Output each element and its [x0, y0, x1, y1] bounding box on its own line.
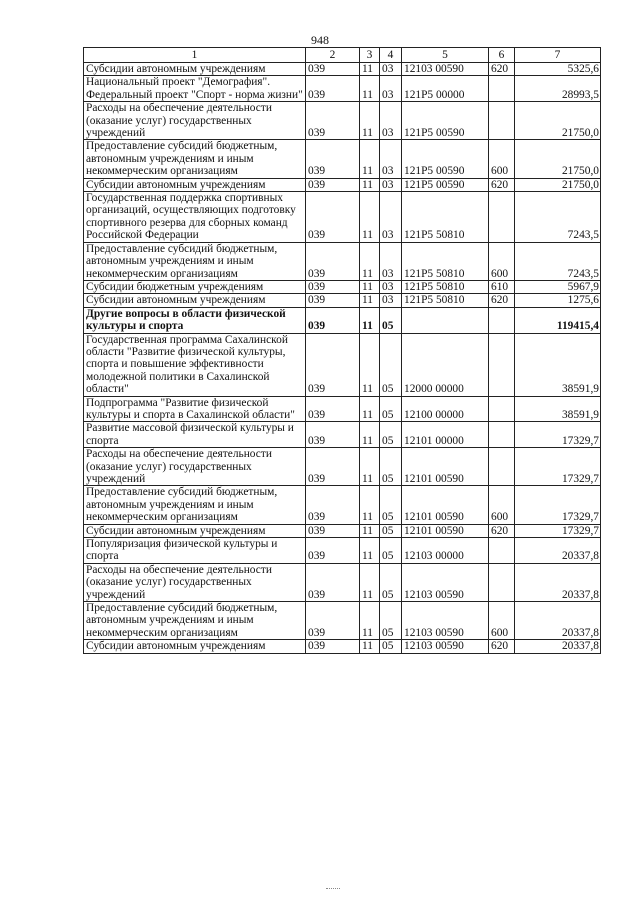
cell-amount: 17329,7	[515, 422, 601, 448]
cell-target-article: 12101 00590	[402, 524, 489, 537]
table-row	[84, 563, 601, 601]
cell-expense-type	[489, 396, 515, 422]
table-row	[84, 242, 601, 280]
cell-amount: 38591,9	[515, 396, 601, 422]
cell-expense-type: 600	[489, 602, 515, 640]
cell-ministry-code: 039	[306, 563, 360, 601]
table-row	[84, 63, 601, 76]
cell-subsection: 05	[380, 563, 402, 601]
cell-target-article: 121P5 00000	[402, 76, 489, 102]
cell-subsection: 05	[380, 422, 402, 448]
cell-ministry-code: 039	[306, 524, 360, 537]
table-row	[84, 640, 601, 653]
table-body	[84, 48, 601, 654]
cell-ministry-code: 039	[306, 486, 360, 524]
budget-table	[83, 47, 601, 654]
cell-section: 11	[360, 76, 380, 102]
cell-ministry-code: 039	[306, 294, 360, 307]
table-row	[84, 280, 601, 293]
cell-subsection: 05	[380, 602, 402, 640]
table-row	[84, 333, 601, 396]
cell-name: Расходы на обеспечение деятельности (оказание услуг) государственных учреждений	[84, 448, 306, 486]
cell-ministry-code: 039	[306, 396, 360, 422]
cell-name: Развитие массовой физической культуры и спорта	[84, 422, 306, 448]
cell-section: 11	[360, 563, 380, 601]
cell-name: Предоставление субсидий бюджетным, автономным учреждениям и иным некоммерческим организациям	[84, 602, 306, 640]
cell-target-article: 121P5 50810	[402, 294, 489, 307]
page-number: 948	[311, 33, 329, 47]
cell-expense-type	[489, 192, 515, 243]
cell-amount: 20337,8	[515, 640, 601, 653]
cell-name: Другие вопросы в области физической культуры и спорта	[84, 307, 306, 333]
cell-subsection: 03	[380, 280, 402, 293]
cell-amount: 20337,8	[515, 538, 601, 564]
cell-amount: 20337,8	[515, 563, 601, 601]
cell-ministry-code: 039	[306, 102, 360, 140]
cell-section: 11	[360, 294, 380, 307]
cell-name: Предоставление субсидий бюджетным, автономным учреждениям и иным некоммерческим организациям	[84, 486, 306, 524]
cell-section: 11	[360, 602, 380, 640]
table-row	[84, 538, 601, 564]
header-cell-3: 3	[360, 48, 380, 63]
cell-amount: 119415,4	[515, 307, 601, 333]
cell-section: 11	[360, 178, 380, 191]
table-row	[84, 486, 601, 524]
cell-amount: 38591,9	[515, 333, 601, 396]
cell-section: 11	[360, 524, 380, 537]
cell-target-article: 12103 00590	[402, 602, 489, 640]
cell-ministry-code: 039	[306, 602, 360, 640]
cell-amount: 5325,6	[515, 63, 601, 76]
cell-subsection: 03	[380, 178, 402, 191]
cell-name: Расходы на обеспечение деятельности (оказание услуг) государственных учреждений	[84, 102, 306, 140]
cell-name: Субсидии бюджетным учреждениям	[84, 280, 306, 293]
cell-section: 11	[360, 640, 380, 653]
cell-expense-type	[489, 448, 515, 486]
cell-expense-type: 600	[489, 140, 515, 178]
cell-section: 11	[360, 307, 380, 333]
cell-subsection: 03	[380, 242, 402, 280]
cell-ministry-code: 039	[306, 307, 360, 333]
header-cell-6: 6	[489, 48, 515, 63]
cell-name: Субсидии автономным учреждениям	[84, 640, 306, 653]
cell-amount: 21750,0	[515, 178, 601, 191]
cell-target-article: 121P5 50810	[402, 192, 489, 243]
cell-ministry-code: 039	[306, 63, 360, 76]
cell-subsection: 05	[380, 524, 402, 537]
header-row	[84, 48, 601, 63]
cell-section: 11	[360, 486, 380, 524]
cell-subsection: 03	[380, 140, 402, 178]
header-cell-2: 2	[306, 48, 360, 63]
header-cell-1: 1	[84, 48, 306, 63]
cell-expense-type: 620	[489, 640, 515, 653]
cell-target-article: 121P5 50810	[402, 280, 489, 293]
cell-name: Субсидии автономным учреждениям	[84, 294, 306, 307]
cell-subsection: 03	[380, 102, 402, 140]
cell-target-article: 12101 00590	[402, 486, 489, 524]
cell-target-article: 121P5 00590	[402, 178, 489, 191]
cell-target-article	[402, 307, 489, 333]
table-row	[84, 102, 601, 140]
footer-mark	[326, 888, 340, 891]
cell-subsection: 05	[380, 448, 402, 486]
cell-ministry-code: 039	[306, 448, 360, 486]
cell-section: 11	[360, 333, 380, 396]
header-cell-4: 4	[380, 48, 402, 63]
cell-subsection: 03	[380, 192, 402, 243]
cell-amount: 5967,9	[515, 280, 601, 293]
cell-section: 11	[360, 242, 380, 280]
cell-name: Субсидии автономным учреждениям	[84, 524, 306, 537]
cell-expense-type: 600	[489, 486, 515, 524]
cell-target-article: 12103 00590	[402, 563, 489, 601]
cell-target-article: 12000 00000	[402, 333, 489, 396]
cell-target-article: 12101 00590	[402, 448, 489, 486]
cell-name: Государственная поддержка спортивных организаций, осуществляющих подготовку спортивного резерва для сборных команд Российской Федерации	[84, 192, 306, 243]
cell-ministry-code: 039	[306, 640, 360, 653]
cell-expense-type: 620	[489, 524, 515, 537]
table-row	[84, 602, 601, 640]
table-row	[84, 178, 601, 191]
table-row	[84, 524, 601, 537]
table-row	[84, 448, 601, 486]
cell-amount: 17329,7	[515, 486, 601, 524]
cell-amount: 7243,5	[515, 242, 601, 280]
cell-expense-type: 620	[489, 63, 515, 76]
cell-ministry-code: 039	[306, 178, 360, 191]
cell-name: Предоставление субсидий бюджетным, автономным учреждениям и иным некоммерческим организациям	[84, 140, 306, 178]
cell-amount: 21750,0	[515, 140, 601, 178]
table-row	[84, 307, 601, 333]
table-row	[84, 294, 601, 307]
cell-expense-type	[489, 538, 515, 564]
table-row	[84, 396, 601, 422]
header-cell-7: 7	[515, 48, 601, 63]
cell-subsection: 05	[380, 538, 402, 564]
cell-section: 11	[360, 140, 380, 178]
cell-subsection: 05	[380, 640, 402, 653]
cell-name: Национальный проект "Демография". Федеральный проект "Спорт - норма жизни"	[84, 76, 306, 102]
table-row	[84, 76, 601, 102]
cell-subsection: 05	[380, 307, 402, 333]
table-row	[84, 422, 601, 448]
cell-target-article: 12101 00000	[402, 422, 489, 448]
cell-subsection: 03	[380, 294, 402, 307]
cell-expense-type	[489, 333, 515, 396]
cell-expense-type	[489, 422, 515, 448]
table-row	[84, 192, 601, 243]
cell-ministry-code: 039	[306, 192, 360, 243]
header-cell-5: 5	[402, 48, 489, 63]
cell-name: Подпрограмма "Развитие физической культуры и спорта в Сахалинской области"	[84, 396, 306, 422]
cell-section: 11	[360, 280, 380, 293]
cell-expense-type: 600	[489, 242, 515, 280]
cell-target-article: 12103 00590	[402, 640, 489, 653]
cell-target-article: 12103 00000	[402, 538, 489, 564]
table-row	[84, 140, 601, 178]
cell-subsection: 05	[380, 333, 402, 396]
cell-amount: 21750,0	[515, 102, 601, 140]
cell-ministry-code: 039	[306, 422, 360, 448]
cell-section: 11	[360, 396, 380, 422]
cell-name: Субсидии автономным учреждениям	[84, 63, 306, 76]
cell-name: Предоставление субсидий бюджетным, автономным учреждениям и иным некоммерческим организациям	[84, 242, 306, 280]
cell-ministry-code: 039	[306, 280, 360, 293]
cell-section: 11	[360, 422, 380, 448]
cell-expense-type	[489, 102, 515, 140]
cell-section: 11	[360, 448, 380, 486]
cell-name: Расходы на обеспечение деятельности (оказание услуг) государственных учреждений	[84, 563, 306, 601]
cell-ministry-code: 039	[306, 140, 360, 178]
cell-amount: 20337,8	[515, 602, 601, 640]
cell-target-article: 12100 00000	[402, 396, 489, 422]
cell-expense-type	[489, 307, 515, 333]
cell-amount: 28993,5	[515, 76, 601, 102]
cell-subsection: 03	[380, 76, 402, 102]
cell-target-article: 12103 00590	[402, 63, 489, 76]
cell-amount: 17329,7	[515, 524, 601, 537]
cell-expense-type: 610	[489, 280, 515, 293]
cell-ministry-code: 039	[306, 242, 360, 280]
cell-target-article: 121P5 00590	[402, 102, 489, 140]
cell-subsection: 03	[380, 63, 402, 76]
cell-expense-type	[489, 76, 515, 102]
cell-ministry-code: 039	[306, 76, 360, 102]
cell-expense-type: 620	[489, 178, 515, 191]
cell-expense-type	[489, 563, 515, 601]
cell-name: Субсидии автономным учреждениям	[84, 178, 306, 191]
cell-section: 11	[360, 538, 380, 564]
cell-amount: 17329,7	[515, 448, 601, 486]
cell-section: 11	[360, 102, 380, 140]
cell-section: 11	[360, 63, 380, 76]
cell-ministry-code: 039	[306, 333, 360, 396]
cell-expense-type: 620	[489, 294, 515, 307]
cell-target-article: 121P5 00590	[402, 140, 489, 178]
cell-name: Государственная программа Сахалинской области "Развитие физической культуры, спорта и повышение эффективности молодежной политики в Сахалинской области"	[84, 333, 306, 396]
cell-subsection: 05	[380, 396, 402, 422]
cell-ministry-code: 039	[306, 538, 360, 564]
cell-section: 11	[360, 192, 380, 243]
cell-name: Популяризация физической культуры и спорта	[84, 538, 306, 564]
cell-target-article: 121P5 50810	[402, 242, 489, 280]
cell-subsection: 05	[380, 486, 402, 524]
cell-amount: 1275,6	[515, 294, 601, 307]
cell-amount: 7243,5	[515, 192, 601, 243]
